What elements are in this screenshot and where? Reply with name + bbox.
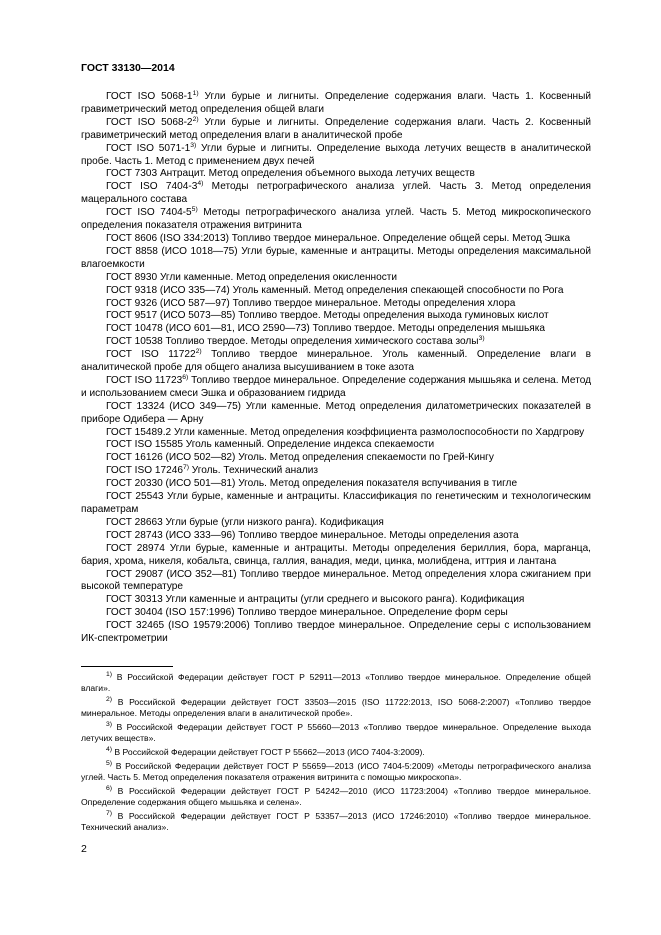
- footnote-text: В Российской Федерации действует ГОСТ Р 55662—2013 (ИСО 7404-3:2009).: [112, 747, 425, 757]
- footnote-marker: 7): [182, 464, 189, 472]
- footnote-text: В Российской Федерации действует ГОСТ Р 55660—2013 «Топливо твердое минеральное. Определение выхода летучих веществ».: [81, 722, 591, 744]
- reference-code: ГОСТ ISO 15585: [106, 439, 183, 451]
- reference-code: ГОСТ 30404 (ISO 157:1996): [106, 607, 235, 619]
- reference-code: ГОСТ ISO 5071-1: [106, 142, 191, 154]
- reference-item: [81, 530, 591, 543]
- reference-title: Угли бурые и лигниты. Определение содержания влаги. Часть 1. Косвенный гравиметрический метод определения общей влаги: [81, 91, 592, 115]
- reference-code: ГОСТ ISO 7404-5: [106, 207, 192, 219]
- footnote-item: [81, 811, 591, 833]
- reference-item: [81, 143, 591, 169]
- reference-item: [81, 117, 591, 143]
- reference-title: Топливо твердое минеральное. Метод определения хлора сжиганием при высокой температуре: [81, 568, 591, 593]
- reference-item: [81, 517, 591, 530]
- reference-code: ГОСТ 16126 (ИСО 502—82): [106, 452, 236, 464]
- reference-code: ГОСТ 28663: [106, 516, 163, 528]
- footnote-marker: 4): [197, 180, 204, 188]
- footnote-marker: 2): [195, 348, 202, 356]
- footnote-number: 5): [106, 759, 113, 767]
- footnote-item: [81, 672, 591, 694]
- reference-code: ГОСТ 8858 (ИСО 1018—75): [106, 245, 238, 257]
- reference-item: [81, 310, 591, 323]
- reference-title: Топливо твердое минеральное. Определение общей серы. Метод Эшка: [228, 232, 571, 244]
- reference-item: [81, 478, 591, 491]
- reference-code: ГОСТ 13324 (ИСО 349—75): [106, 400, 242, 412]
- footnote-item: [81, 761, 591, 783]
- reference-item: [81, 375, 591, 401]
- reference-item: [81, 491, 591, 517]
- reference-item: [81, 594, 591, 607]
- reference-title: Уголь. Метод определения спекаемости по Грей-Кингу: [235, 452, 494, 464]
- reference-code: ГОСТ ISO 5068-2: [106, 116, 193, 128]
- reference-code: ГОСТ 15489.2: [106, 426, 172, 438]
- footnote-item: [81, 697, 591, 719]
- normative-references: [81, 91, 591, 646]
- reference-title: Топливо твердое минеральное. Методы определения азота: [235, 529, 519, 541]
- reference-item: [81, 465, 591, 478]
- footnote-text: В Российской Федерации действует ГОСТ Р 55659—2013 (ИСО 7404-5:2009) «Методы петрографического анализа углей. Часть 5. Метод определения показателя отражения витринита с помощью микроскопа».: [81, 760, 591, 782]
- reference-item: [81, 91, 591, 117]
- footnote-text: В Российской Федерации действует ГОСТ Р 53357—2013 (ИСО 17246:2010) «Топливо твердое минеральное. Технический анализ».: [81, 810, 591, 832]
- footnote-marker: 2): [192, 115, 199, 123]
- reference-code: ГОСТ 8606 (ISO 334:2013): [106, 232, 229, 244]
- reference-title: Угли бурые и лигниты. Определение выхода летучих веществ в аналитической пробе. Часть 1. Метод с применением двух печей: [81, 142, 591, 167]
- reference-item: [81, 181, 591, 207]
- footnote-marker: 3): [190, 141, 197, 149]
- reference-code: ГОСТ 28974: [106, 542, 165, 554]
- reference-title: Угли каменные. Метод определения дилатометрических показателей в приборе Одибера — Арну: [81, 400, 591, 425]
- reference-title: Угли каменные и антрациты (угли среднего и высокого ранга). Кодификация: [162, 594, 525, 606]
- reference-item: [81, 427, 591, 440]
- reference-code: ГОСТ 20330 (ИСО 501—81): [106, 478, 236, 490]
- reference-item: [81, 207, 591, 233]
- reference-code: ГОСТ 30313: [106, 594, 163, 606]
- reference-title: Угли каменные. Метод определения коэффициента размолоспособности по Хардгрову: [171, 426, 585, 438]
- reference-code: ГОСТ 10478 (ИСО 601—81, ИСО 2590—73): [106, 323, 310, 335]
- reference-title: Угли бурые (угли низкого ранга). Кодификация: [162, 516, 384, 528]
- footnote-number: 1): [106, 671, 113, 678]
- reference-title: Уголь каменный. Определение индекса спекаемости: [182, 439, 435, 451]
- footnote-item: [81, 786, 591, 808]
- footnotes: [81, 672, 591, 836]
- reference-item: [81, 168, 591, 181]
- footnote-item: [81, 747, 591, 758]
- page-header: ГОСТ 33130—2014: [81, 62, 175, 74]
- footnote-number: 3): [106, 721, 113, 728]
- reference-title: Топливо твердое минеральное. Определение серы с использованием ИК-спектрометрии: [81, 620, 591, 645]
- reference-title: Угли бурые и лигниты. Определение содержания влаги. Часть 2. Косвенный гравиметрический метод определения влаги в аналитической пробе: [81, 116, 592, 141]
- reference-code: ГОСТ 32465 (ISO 19579:2006): [106, 620, 250, 632]
- reference-code: ГОСТ 9326 (ИСО 587—97): [106, 297, 230, 309]
- reference-item: [81, 323, 591, 336]
- reference-code: ГОСТ 7303: [106, 168, 158, 180]
- page-number: 2: [81, 843, 87, 855]
- reference-item: [81, 401, 591, 427]
- reference-item: [81, 543, 591, 569]
- reference-code: ГОСТ 9517 (ИСО 5073—85): [106, 310, 236, 322]
- footnote-number: 2): [106, 696, 113, 703]
- reference-title: Уголь каменный. Метод определения спекающей способности по Рога: [229, 284, 564, 296]
- reference-item: [81, 272, 591, 285]
- reference-item: [81, 569, 591, 595]
- footnote-marker: 1): [192, 90, 199, 97]
- reference-title: Угли каменные. Метод определения окисленности: [157, 271, 398, 283]
- reference-code: ГОСТ ISO 17246: [106, 465, 183, 477]
- reference-code: ГОСТ 29087 (ИСО 352—81): [106, 568, 237, 580]
- reference-title: Топливо твердое. Методы определения мышьяка: [309, 323, 545, 335]
- footnote-separator: [81, 666, 173, 667]
- reference-title: Антрацит. Метод определения объемного выхода летучих веществ: [157, 168, 475, 180]
- reference-item: [81, 233, 591, 246]
- footnote-text: В Российской Федерации действует ГОСТ Р 54242—2010 (ИСО 11723:2004) «Топливо твердое минеральное. Определение содержания общего мышьяка и селена».: [81, 785, 591, 807]
- reference-code: ГОСТ 8930: [106, 271, 158, 283]
- reference-item: [81, 246, 591, 272]
- reference-title: Топливо твердое минеральное. Определение форм серы: [234, 607, 508, 619]
- reference-item: [81, 607, 591, 620]
- footnote-item: [81, 722, 591, 744]
- reference-title: Топливо твердое минеральное. Методы определения хлора: [229, 297, 516, 309]
- footnote-number: 4): [106, 746, 113, 753]
- footnote-marker: 3): [478, 335, 485, 343]
- reference-title: Уголь. Метод определения показателя вспучивания в тигле: [235, 478, 518, 490]
- reference-code: ГОСТ 9318 (ИСО 335—74): [106, 284, 230, 296]
- footnote-text: В Российской Федерации действует ГОСТ Р 52911—2013 «Топливо твердое минеральное. Определение общей влаги».: [81, 672, 591, 694]
- footnote-marker: 5): [191, 206, 198, 214]
- reference-item: [81, 439, 591, 452]
- footnote-number: 6): [106, 784, 113, 792]
- reference-item: [81, 285, 591, 298]
- reference-title: Топливо твердое минеральное. Уголь каменный. Определение влаги в аналитической пробе для общего анализа высушиванием в токе азота: [81, 349, 591, 374]
- reference-title: Методы петрографического анализа углей. Часть 5. Метод микроскопического определения показателя отражения витринита: [81, 207, 591, 232]
- reference-title: Методы петрографического анализа углей. Часть 3. Метод определения мацерального состава: [81, 181, 591, 206]
- reference-code: ГОСТ ISO 11723: [106, 374, 183, 386]
- footnote-text: В Российской Федерации действует ГОСТ 33503—2015 (ISO 11722:2013, ISO 5068-2:2007) «Топливо твердое минеральное. Методы определения влаги в аналитической пробе».: [81, 697, 591, 719]
- reference-title: Угли бурые, каменные и антрациты. Методы определения бериллия, бора, марганца, бария, хрома, никеля, кобальта, свинца, галлия, ванадия, меди, цинка, молибдена, иттрия и лантана: [81, 542, 591, 567]
- reference-item: [81, 298, 591, 311]
- reference-code: ГОСТ 25543: [106, 491, 164, 503]
- reference-item: [81, 620, 591, 646]
- footnote-number: 7): [106, 809, 113, 817]
- reference-title: Угли бурые, каменные и антрациты. Методы определения максимальной влагоемкости: [81, 245, 591, 270]
- reference-item: [81, 336, 591, 349]
- reference-code: ГОСТ 10538: [106, 336, 163, 348]
- reference-code: ГОСТ ISO 11722: [106, 349, 196, 361]
- footnote-marker: 6): [182, 373, 189, 381]
- reference-title: Топливо твердое минеральное. Определение содержания мышьяка и селена. Метод и использованием смеси Эшка и образованием гидрида: [81, 374, 591, 399]
- reference-title: Топливо твердое. Методы определения химического состава золы: [162, 336, 479, 348]
- reference-code: ГОСТ 28743 (ИСО 333—96): [106, 529, 236, 541]
- reference-item: [81, 349, 591, 375]
- reference-title: Уголь. Технический анализ: [188, 465, 318, 477]
- reference-item: [81, 452, 591, 465]
- reference-code: ГОСТ ISO 5068-1: [106, 91, 193, 102]
- reference-title: Угли бурые, каменные и антрациты. Классификация по генетическим и технологическим параметрам: [81, 491, 591, 515]
- reference-code: ГОСТ ISO 7404-3: [106, 181, 198, 193]
- reference-title: Топливо твердое. Методы определения выхода гуминовых кислот: [235, 310, 549, 322]
